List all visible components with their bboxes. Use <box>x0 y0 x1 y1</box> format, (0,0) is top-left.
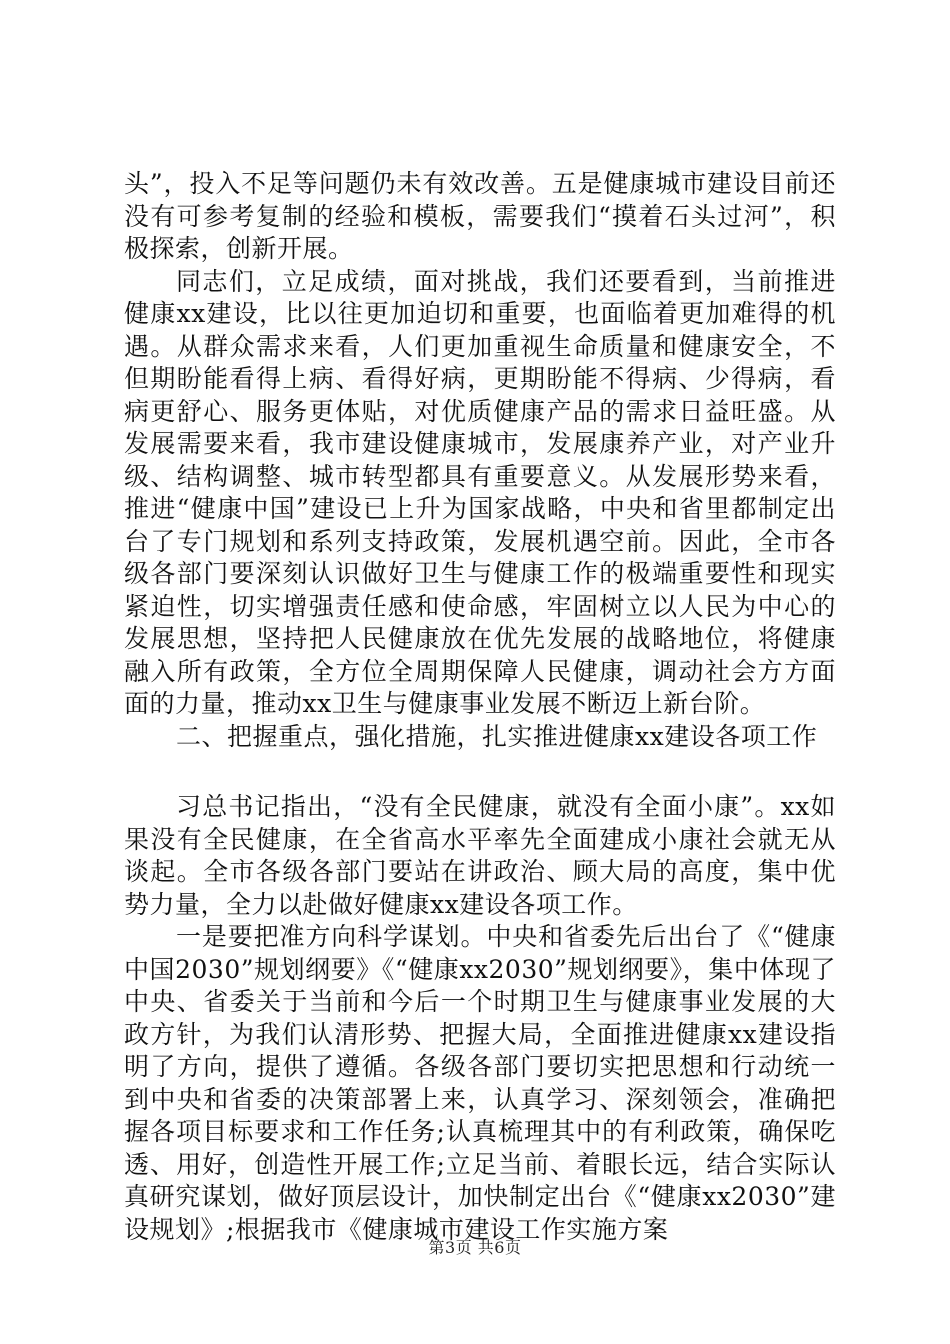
paragraph-continued: 头”，投入不足等问题仍未有效改善。五是健康城市建设目前还没有可参考复制的经验和模板，需要我们“摸着石头过河”，积极探索，创新开展。 <box>124 169 836 263</box>
paragraph-quote: 习总书记指出，“没有全民健康，就没有全面小康”。xx如果没有全民健康，在全省高水平率先全面建成小康社会就无从谈起。全市各级各部门要站在讲政治、顾大局的高度，集中优势力量，全力以赴做好健康xx建设各项工作。 <box>124 792 836 919</box>
page-number-footer: 第3页 共6页 <box>428 1238 522 1257</box>
section-heading: 二、把握重点，强化措施，扎实推进健康xx建设各项工作 <box>176 721 818 751</box>
paragraph-planning: 一是要把准方向科学谋划。中央和省委先后出台了《“健康中国2030”规划纲要》《“健康xx2030”规划纲要》，集中体现了中央、省委关于当前和今后一个时期卫生与健康事业发展的大政方针，为我们认清形势、把握大局，全面推进健康xx建设指明了方向，提供了遵循。各级各部门要切实把思想和行动统一到中央和省委的决策部署上来，认真学习、深刻领会，准确把握各项目标要求和工作任务;认真梳理其中的有利政策，确保吃透、用好，创造性开展工作;立足当前、着眼长远，结合实际认真研究谋划，做好顶层设计，加快制定出台《“健康xx2030”建设规划》;根据我市《健康城市建设工作实施方案 <box>124 922 836 1244</box>
paragraph-opportunities: 同志们，立足成绩，面对挑战，我们还要看到，当前推进健康xx建设，比以往更加迫切和重要，也面临着更加难得的机遇。从群众需求来看，人们更加重视生命质量和健康安全，不但期盼能看得上病、看得好病，更期盼能不得病、少得病，看病更舒心、服务更体贴，对优质健康产品的需求日益旺盛。从发展需要来看，我市建设健康城市，发展康养产业，对产业升级、结构调整、城市转型都具有重要意义。从发展形势来看，推进“健康中国”建设已上升为国家战略，中央和省里都制定出台了专门规划和系列支持政策，发展机遇空前。因此，全市各级各部门要深刻认识做好卫生与健康工作的极端重要性和现实紧迫性，切实增强责任感和使命感，牢固树立以人民为中心的发展思想，坚持把人民健康放在优先发展的战略地位，将健康融入所有政策，全方位全周期保障人民健康，调动社会方方面面的力量，推动xx卫生与健康事业发展不断迈上新台阶。 <box>124 266 836 718</box>
document-body <box>124 168 836 1246</box>
